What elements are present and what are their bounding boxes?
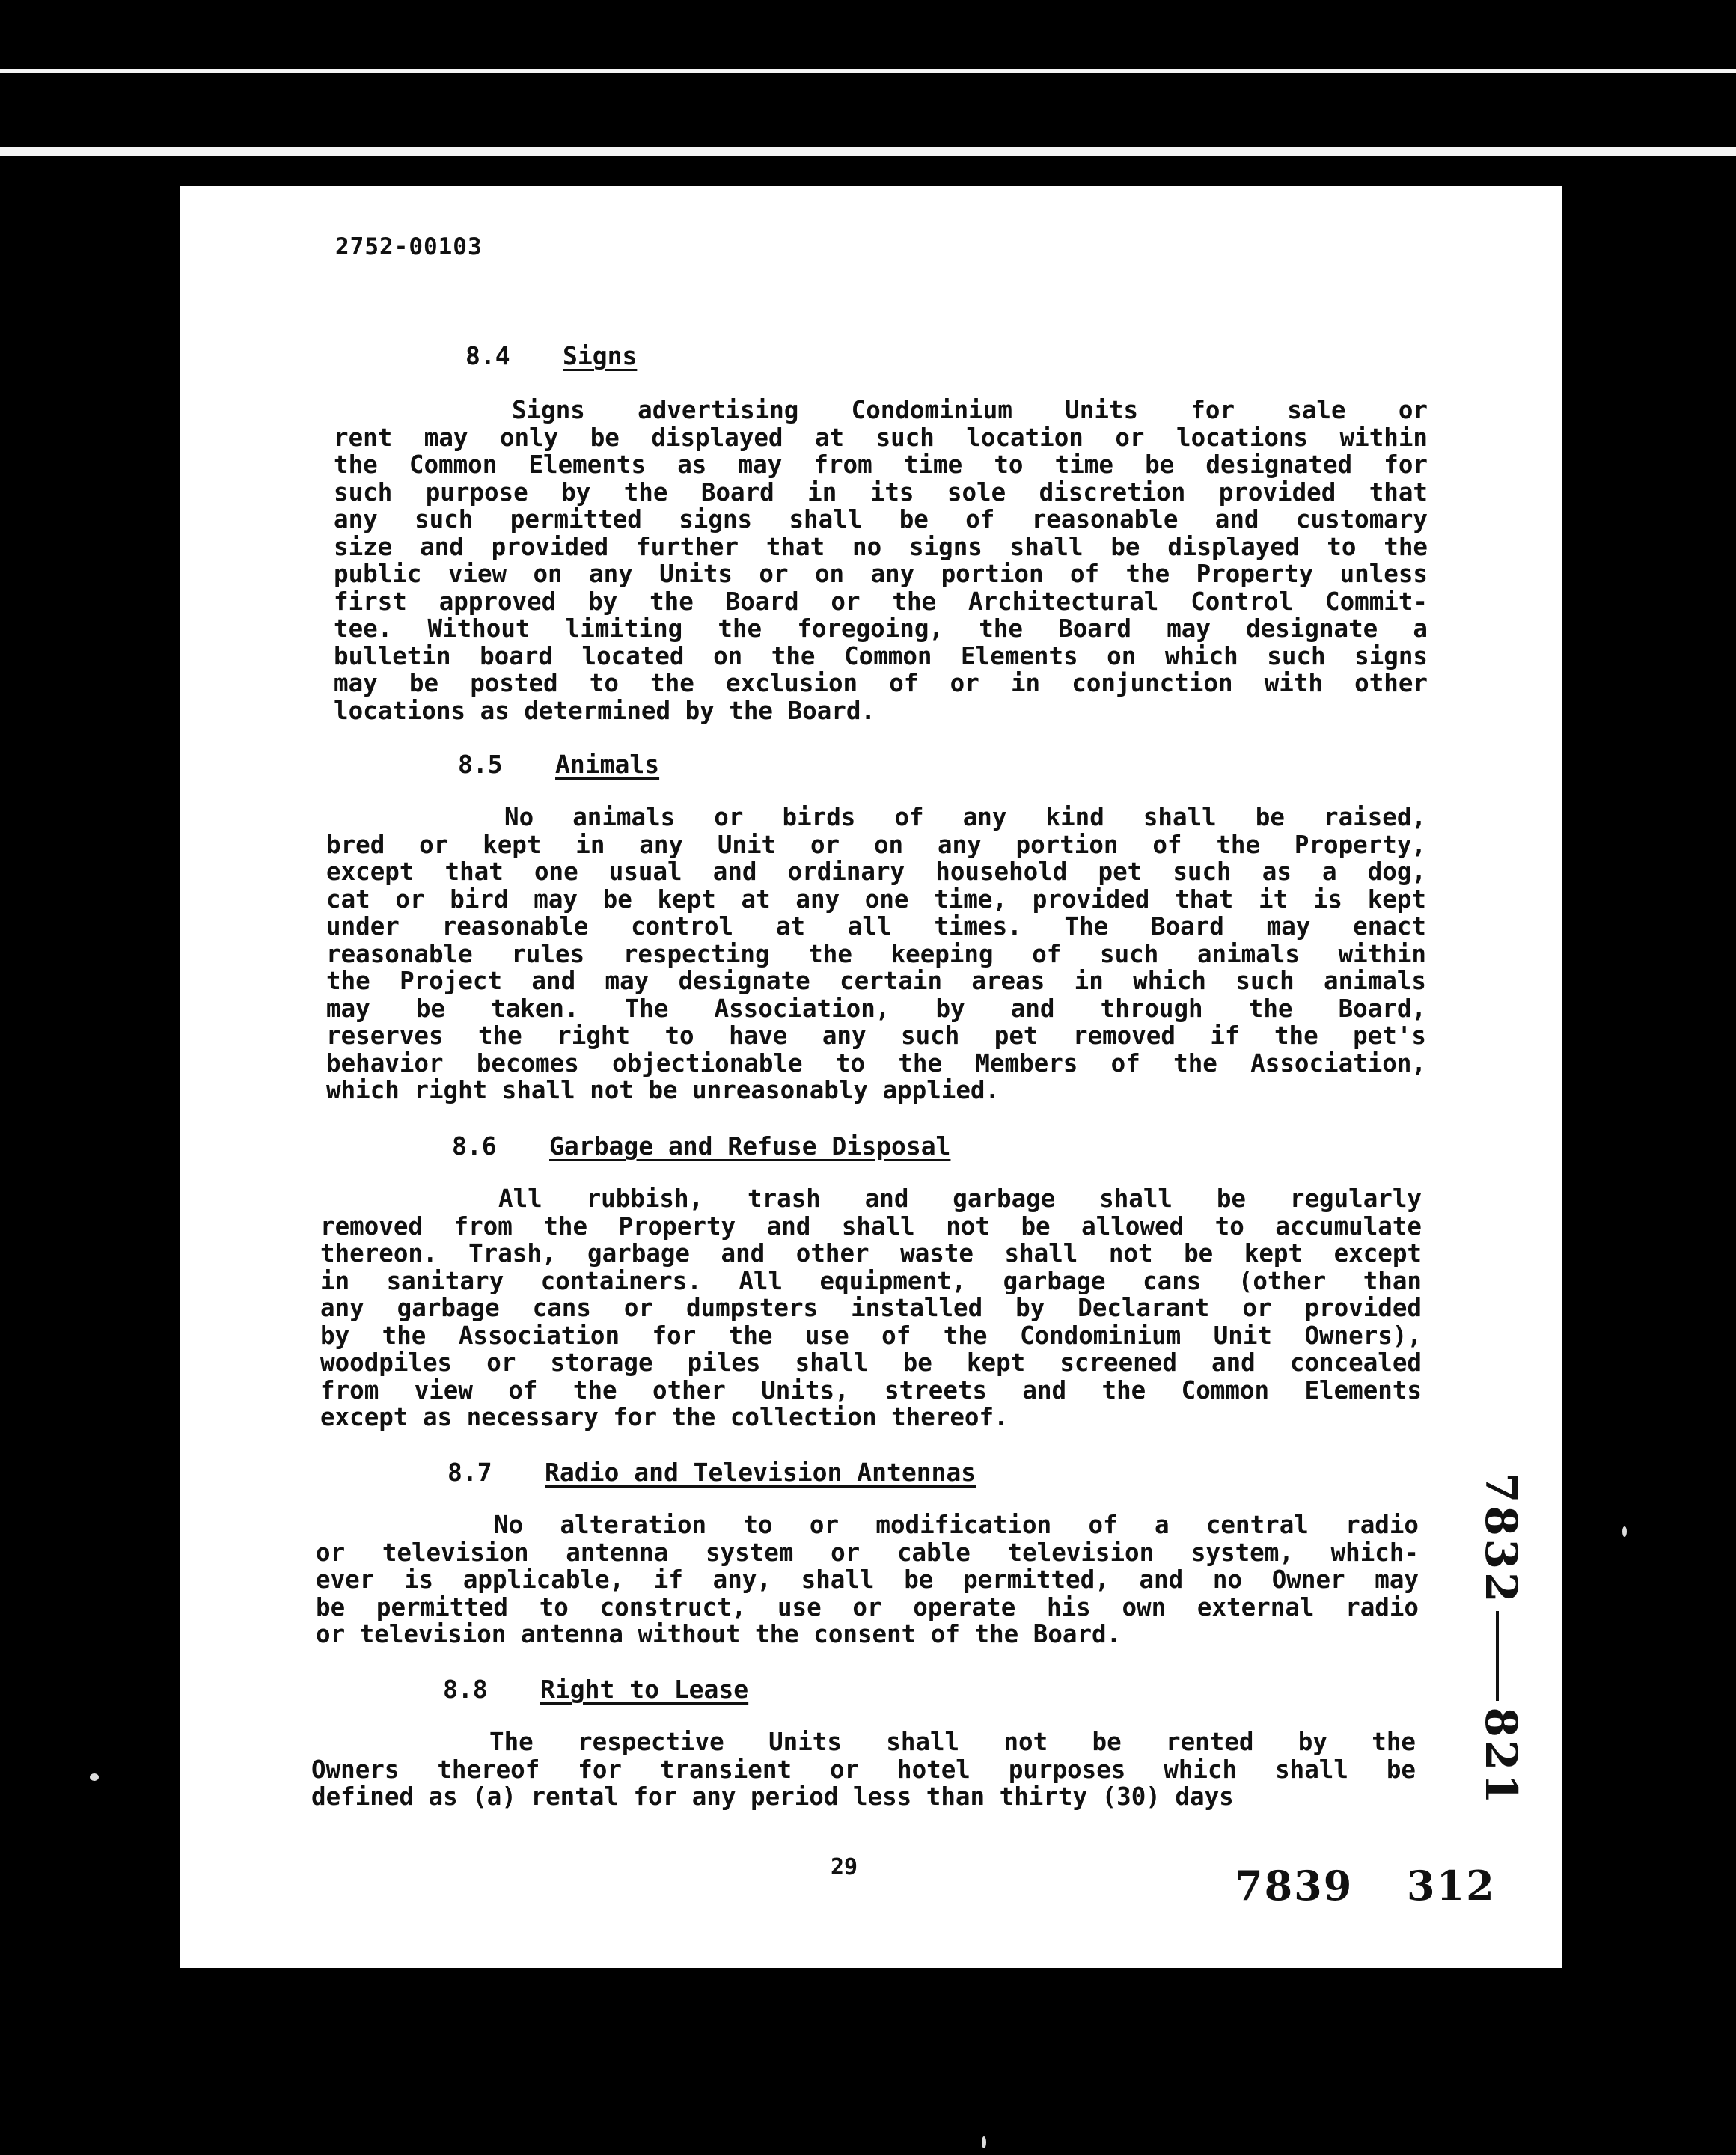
text-line: or television antenna without the consent of the Board. (316, 1620, 1122, 1648)
margin-stamp-dash (1496, 1611, 1499, 1701)
text-line: such purpose by the Board in its sole discretion provided that (334, 477, 1428, 507)
text-line: first approved by the Board or the Architectural Control Commit- (334, 587, 1428, 616)
text-line: rent may only be displayed at such location or locations within (334, 423, 1428, 452)
text-line: Signs advertising Condominium Units for sale or (512, 396, 1428, 424)
text-line: bulletin board located on the Common Elements on which such signs (334, 641, 1428, 670)
text-line: except that one usual and ordinary household pet such as a dog, (326, 858, 1426, 886)
section-heading-signs (465, 341, 637, 370)
section-number: 8.8 (443, 1675, 488, 1704)
section-title: Signs (563, 341, 638, 370)
text-line: No alteration to or modification of a central radio (494, 1511, 1419, 1539)
section-number: 8.5 (458, 750, 503, 779)
text-line: ever is applicable, if any, shall be permitted, and no Owner may (316, 1565, 1419, 1594)
text-line: reserves the right to have any such pet removed if the pet's (326, 1021, 1426, 1050)
text-line: No animals or birds of any kind shall be raised, (504, 803, 1426, 831)
text-line: size and provided further that no signs shall be displayed to the (334, 532, 1428, 561)
text-line: reasonable rules respecting the keeping of such animals within (326, 939, 1426, 968)
section-body-garbage (320, 1185, 1422, 1431)
scan-line (0, 69, 1736, 73)
section-number: 8.6 (452, 1131, 497, 1161)
document-page (180, 186, 1562, 1968)
text-line: thereon. Trash, garbage and other waste shall not be kept except (320, 1239, 1422, 1268)
text-line: the Common Elements as may from time to time be designated for (334, 450, 1428, 479)
section-heading-lease (443, 1675, 748, 1704)
section-title: Animals (555, 750, 660, 779)
scan-speck (90, 1773, 99, 1781)
section-heading-garbage (452, 1131, 950, 1161)
scan-speck (1622, 1526, 1627, 1537)
record-stamp-book: 7839 (1235, 1862, 1354, 1910)
scan-top-border (0, 0, 1736, 150)
text-line: be permitted to construct, use or operate his own external radio (316, 1592, 1419, 1621)
text-line: All rubbish, trash and garbage shall be regularly (498, 1185, 1422, 1213)
text-line: or television antenna system or cable television system, which- (316, 1538, 1419, 1567)
scan-speck (982, 2136, 986, 2148)
page-number: 29 (831, 1854, 858, 1880)
text-line: locations as determined by the Board. (334, 696, 875, 725)
text-line: which right shall not be unreasonably applied. (326, 1076, 1000, 1104)
section-number: 8.7 (447, 1458, 492, 1487)
section-heading-animals (458, 750, 659, 779)
text-line: public view on any Units or on any portion of the Property unless (334, 560, 1428, 588)
text-line: woodpiles or storage piles shall be kept screened and concealed (320, 1348, 1422, 1377)
text-line: Owners thereof for transient or hotel purposes which shall be (311, 1755, 1416, 1784)
margin-stamp (1476, 1473, 1526, 1807)
text-line: bred or kept in any Unit or on any portion of the Property, (326, 830, 1426, 859)
record-stamp-page: 312 (1407, 1862, 1496, 1910)
text-line: except as necessary for the collection thereof. (320, 1403, 1009, 1431)
section-number: 8.4 (465, 341, 510, 370)
section-body-lease (311, 1728, 1416, 1811)
text-line: any such permitted signs shall be of reasonable and customary (334, 505, 1428, 534)
text-line: defined as (a) rental for any period less than thirty (30) days (311, 1782, 1234, 1811)
section-title: Right to Lease (540, 1675, 749, 1704)
margin-stamp-a: 7832 (1476, 1473, 1526, 1606)
text-line: under reasonable control at all times. The Board may enact (326, 912, 1426, 941)
document-id: 2752-00103 (335, 233, 483, 260)
text-line: any garbage cans or dumpsters installed by Declarant or provided (320, 1294, 1422, 1322)
section-title: Radio and Television Antennas (545, 1458, 977, 1487)
section-title: Garbage and Refuse Disposal (549, 1131, 951, 1161)
text-line: by the Association for the use of the Condominium Unit Owners), (320, 1321, 1422, 1350)
text-line: in sanitary containers. All equipment, garbage cans (other than (320, 1266, 1422, 1295)
section-body-antennas (316, 1511, 1419, 1648)
margin-stamp-b: 821 (1476, 1707, 1526, 1807)
text-line: The respective Units shall not be rented by the (489, 1728, 1416, 1756)
scan-line (0, 147, 1736, 156)
text-line: removed from the Property and shall not be allowed to accumulate (320, 1211, 1422, 1241)
text-line: may be taken. The Association, by and through the Board, (326, 994, 1426, 1023)
section-body-animals (326, 804, 1426, 1104)
text-line: the Project and may designate certain areas in which such animals (326, 967, 1426, 995)
text-line: tee. Without limiting the foregoing, the Board may designate a (334, 614, 1428, 643)
text-line: from view of the other Units, streets and the Common Elements (320, 1375, 1422, 1404)
text-line: cat or bird may be kept at any one time, provided that it is kept (326, 884, 1426, 914)
text-line: behavior becomes objectionable to the Members of the Association, (326, 1048, 1426, 1078)
text-line: may be posted to the exclusion of or in conjunction with other (334, 669, 1428, 697)
section-heading-antennas (447, 1458, 976, 1487)
section-body-signs (334, 397, 1428, 724)
